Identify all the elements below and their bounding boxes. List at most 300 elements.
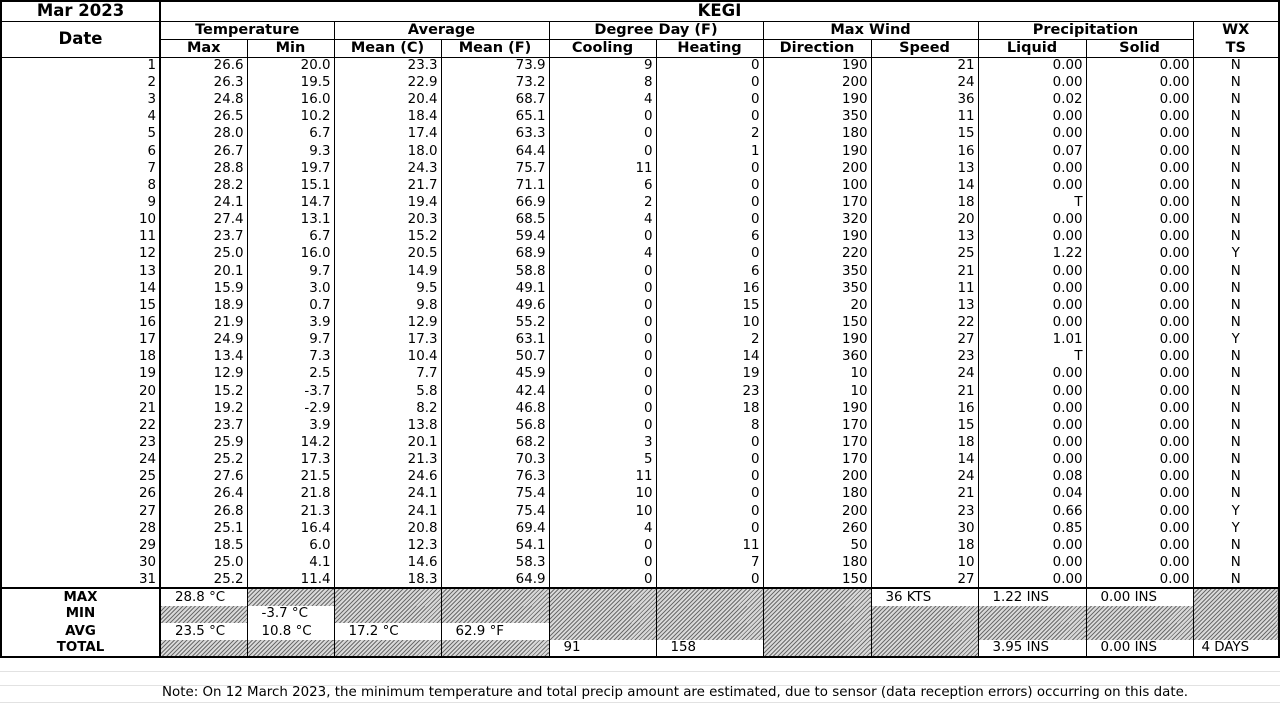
summary-total-ts-days: 4 DAYS <box>1193 640 1279 657</box>
cell-solid: 0.00 <box>1086 126 1193 143</box>
cell-wind-direction: 360 <box>763 348 871 365</box>
cell-mean-c: 18.3 <box>334 571 441 588</box>
cell-wind-direction: 180 <box>763 554 871 571</box>
cell-mean-f: 50.7 <box>441 348 549 365</box>
summary-label-total: TOTAL <box>1 640 160 657</box>
hatched-cell <box>763 623 871 640</box>
table-row <box>1 143 1279 160</box>
cell-ts: N <box>1193 434 1279 451</box>
cell-solid: 0.00 <box>1086 451 1193 468</box>
cell-solid: 0.00 <box>1086 554 1193 571</box>
summary-total-heating: 158 <box>656 640 763 657</box>
cell-heating: 0 <box>656 74 763 91</box>
cell-wind-speed: 27 <box>871 331 978 348</box>
cell-mean-f: 58.3 <box>441 554 549 571</box>
cell-mean-c: 15.2 <box>334 228 441 245</box>
cell-min-temp: 19.7 <box>247 160 334 177</box>
hatched-cell <box>656 623 763 640</box>
cell-cooling: 0 <box>549 280 656 297</box>
cell-mean-f: 42.4 <box>441 383 549 400</box>
cell-wind-direction: 350 <box>763 280 871 297</box>
cell-heating: 6 <box>656 228 763 245</box>
cell-liquid: 1.22 <box>978 246 1086 263</box>
cell-wind-direction: 180 <box>763 126 871 143</box>
date-header: Date <box>1 21 160 57</box>
cell-liquid: 0.00 <box>978 434 1086 451</box>
cell-heating: 18 <box>656 400 763 417</box>
cell-wind-direction: 100 <box>763 177 871 194</box>
cell-day: 10 <box>1 211 160 228</box>
cell-heating: 0 <box>656 486 763 503</box>
table-row <box>1 57 1279 74</box>
table-row <box>1 468 1279 485</box>
hatched-cell <box>871 640 978 657</box>
cell-wind-direction: 200 <box>763 74 871 91</box>
cell-cooling: 3 <box>549 434 656 451</box>
cell-max-temp: 27.6 <box>160 468 247 485</box>
cell-cooling: 9 <box>549 57 656 74</box>
cell-liquid: 0.00 <box>978 57 1086 74</box>
cell-mean-c: 21.7 <box>334 177 441 194</box>
cell-cooling: 4 <box>549 520 656 537</box>
cell-cooling: 0 <box>549 126 656 143</box>
cell-ts: N <box>1193 486 1279 503</box>
col-header-direction: Direction <box>763 39 871 57</box>
summary-label-avg: AVG <box>1 623 160 640</box>
cell-wind-speed: 23 <box>871 503 978 520</box>
cell-wind-speed: 24 <box>871 366 978 383</box>
table-row <box>1 177 1279 194</box>
cell-max-temp: 25.9 <box>160 434 247 451</box>
cell-min-temp: 3.9 <box>247 417 334 434</box>
cell-liquid: 0.00 <box>978 383 1086 400</box>
cell-cooling: 0 <box>549 571 656 588</box>
hatched-cell <box>441 640 549 657</box>
footnote: Note: On 12 March 2023, the minimum temperature and total precip amount are estimated, due to sensor (data reception errors) occurring on this date. <box>162 685 1189 700</box>
cell-ts: N <box>1193 451 1279 468</box>
cell-heating: 15 <box>656 297 763 314</box>
cell-mean-c: 12.9 <box>334 314 441 331</box>
cell-wind-speed: 25 <box>871 246 978 263</box>
cell-cooling: 0 <box>549 263 656 280</box>
cell-mean-c: 9.8 <box>334 297 441 314</box>
cell-min-temp: 9.3 <box>247 143 334 160</box>
cell-min-temp: 6.0 <box>247 537 334 554</box>
cell-wind-direction: 190 <box>763 228 871 245</box>
table-row <box>1 417 1279 434</box>
cell-mean-f: 59.4 <box>441 228 549 245</box>
cell-wind-speed: 21 <box>871 383 978 400</box>
table-row <box>1 503 1279 520</box>
hatched-cell <box>1086 606 1193 623</box>
cell-heating: 10 <box>656 314 763 331</box>
cell-min-temp: 20.0 <box>247 57 334 74</box>
cell-day: 2 <box>1 74 160 91</box>
cell-ts: N <box>1193 74 1279 91</box>
cell-wind-direction: 320 <box>763 211 871 228</box>
cell-max-temp: 24.8 <box>160 91 247 108</box>
cell-wind-direction: 260 <box>763 520 871 537</box>
cell-min-temp: 9.7 <box>247 263 334 280</box>
cell-liquid: 0.85 <box>978 520 1086 537</box>
cell-heating: 1 <box>656 143 763 160</box>
hatched-cell <box>160 606 247 623</box>
cell-wind-speed: 21 <box>871 486 978 503</box>
cell-solid: 0.00 <box>1086 177 1193 194</box>
cell-min-temp: 21.3 <box>247 503 334 520</box>
cell-solid: 0.00 <box>1086 434 1193 451</box>
cell-solid: 0.00 <box>1086 57 1193 74</box>
cell-max-temp: 12.9 <box>160 366 247 383</box>
cell-ts: N <box>1193 554 1279 571</box>
summary-max-liquid: 1.22 INS <box>978 588 1086 605</box>
cell-solid: 0.00 <box>1086 503 1193 520</box>
cell-liquid: 0.00 <box>978 211 1086 228</box>
cell-min-temp: 6.7 <box>247 126 334 143</box>
station-header: KEGI <box>160 1 1279 21</box>
cell-mean-c: 20.3 <box>334 211 441 228</box>
cell-ts: N <box>1193 417 1279 434</box>
cell-wind-speed: 23 <box>871 348 978 365</box>
table-row <box>1 246 1279 263</box>
cell-heating: 0 <box>656 468 763 485</box>
cell-max-temp: 28.0 <box>160 126 247 143</box>
cell-solid: 0.00 <box>1086 314 1193 331</box>
cell-min-temp: 16.0 <box>247 91 334 108</box>
cell-max-temp: 21.9 <box>160 314 247 331</box>
cell-liquid: 0.04 <box>978 486 1086 503</box>
cell-mean-f: 55.2 <box>441 314 549 331</box>
cell-solid: 0.00 <box>1086 297 1193 314</box>
table-row <box>1 280 1279 297</box>
hatched-cell <box>978 606 1086 623</box>
hatched-cell <box>160 640 247 657</box>
cell-liquid: 0.00 <box>978 314 1086 331</box>
cell-max-temp: 25.0 <box>160 554 247 571</box>
cell-wind-speed: 16 <box>871 400 978 417</box>
cell-mean-c: 24.1 <box>334 486 441 503</box>
hatched-cell <box>247 588 334 605</box>
cell-min-temp: 21.8 <box>247 486 334 503</box>
cell-mean-c: 20.4 <box>334 91 441 108</box>
cell-mean-c: 24.3 <box>334 160 441 177</box>
cell-wind-direction: 200 <box>763 503 871 520</box>
precipitation-group-header: Precipitation <box>978 21 1193 39</box>
table-row <box>1 74 1279 91</box>
cell-cooling: 5 <box>549 451 656 468</box>
cell-solid: 0.00 <box>1086 228 1193 245</box>
cell-mean-c: 23.3 <box>334 57 441 74</box>
cell-day: 16 <box>1 314 160 331</box>
cell-cooling: 4 <box>549 246 656 263</box>
cell-heating: 0 <box>656 246 763 263</box>
cell-mean-c: 18.0 <box>334 143 441 160</box>
cell-min-temp: -2.9 <box>247 400 334 417</box>
cell-heating: 23 <box>656 383 763 400</box>
hatched-cell <box>247 640 334 657</box>
cell-cooling: 0 <box>549 228 656 245</box>
cell-cooling: 0 <box>549 108 656 125</box>
month-header: Mar 2023 <box>1 1 160 21</box>
cell-solid: 0.00 <box>1086 383 1193 400</box>
cell-heating: 0 <box>656 57 763 74</box>
cell-liquid: 0.02 <box>978 91 1086 108</box>
cell-day: 11 <box>1 228 160 245</box>
cell-wind-direction: 350 <box>763 108 871 125</box>
cell-wind-speed: 11 <box>871 280 978 297</box>
cell-day: 29 <box>1 537 160 554</box>
cell-solid: 0.00 <box>1086 537 1193 554</box>
col-header-min: Min <box>247 39 334 57</box>
cell-mean-f: 45.9 <box>441 366 549 383</box>
cell-mean-c: 21.3 <box>334 451 441 468</box>
cell-ts: N <box>1193 263 1279 280</box>
sheet-gridline <box>0 702 1280 703</box>
cell-max-temp: 25.0 <box>160 246 247 263</box>
table-row <box>1 537 1279 554</box>
summary-total-liquid: 3.95 INS <box>978 640 1086 657</box>
cell-wind-direction: 150 <box>763 314 871 331</box>
cell-cooling: 0 <box>549 383 656 400</box>
cell-mean-c: 12.3 <box>334 537 441 554</box>
cell-wind-direction: 150 <box>763 571 871 588</box>
cell-max-temp: 26.5 <box>160 108 247 125</box>
wx-group-header: WX <box>1193 21 1279 39</box>
cell-mean-c: 20.5 <box>334 246 441 263</box>
hatched-cell <box>334 588 441 605</box>
cell-cooling: 4 <box>549 91 656 108</box>
cell-max-temp: 15.2 <box>160 383 247 400</box>
cell-ts: Y <box>1193 331 1279 348</box>
cell-heating: 19 <box>656 366 763 383</box>
cell-cooling: 0 <box>549 366 656 383</box>
cell-max-temp: 25.1 <box>160 520 247 537</box>
cell-mean-f: 63.1 <box>441 331 549 348</box>
cell-cooling: 11 <box>549 468 656 485</box>
cell-heating: 0 <box>656 571 763 588</box>
cell-wind-speed: 16 <box>871 143 978 160</box>
cell-solid: 0.00 <box>1086 280 1193 297</box>
col-header-cooling: Cooling <box>549 39 656 57</box>
cell-heating: 6 <box>656 263 763 280</box>
cell-ts: N <box>1193 211 1279 228</box>
cell-min-temp: 0.7 <box>247 297 334 314</box>
cell-mean-c: 10.4 <box>334 348 441 365</box>
cell-wind-direction: 190 <box>763 91 871 108</box>
cell-liquid: 0.00 <box>978 571 1086 588</box>
cell-mean-f: 64.9 <box>441 571 549 588</box>
cell-day: 31 <box>1 571 160 588</box>
cell-mean-f: 66.9 <box>441 194 549 211</box>
cell-min-temp: 16.0 <box>247 246 334 263</box>
cell-mean-f: 56.8 <box>441 417 549 434</box>
cell-mean-f: 71.1 <box>441 177 549 194</box>
cell-solid: 0.00 <box>1086 91 1193 108</box>
cell-day: 19 <box>1 366 160 383</box>
cell-min-temp: 10.2 <box>247 108 334 125</box>
cell-day: 26 <box>1 486 160 503</box>
hatched-cell <box>441 588 549 605</box>
cell-day: 27 <box>1 503 160 520</box>
cell-day: 24 <box>1 451 160 468</box>
hatched-cell <box>978 623 1086 640</box>
cell-heating: 0 <box>656 160 763 177</box>
cell-max-temp: 23.7 <box>160 228 247 245</box>
cell-day: 12 <box>1 246 160 263</box>
cell-mean-f: 54.1 <box>441 537 549 554</box>
hatched-cell <box>1193 588 1279 605</box>
table-row <box>1 486 1279 503</box>
cell-heating: 0 <box>656 194 763 211</box>
cell-ts: N <box>1193 537 1279 554</box>
cell-day: 13 <box>1 263 160 280</box>
cell-solid: 0.00 <box>1086 331 1193 348</box>
cell-heating: 11 <box>656 537 763 554</box>
cell-min-temp: 13.1 <box>247 211 334 228</box>
cell-mean-f: 70.3 <box>441 451 549 468</box>
hatched-cell <box>549 588 656 605</box>
cell-max-temp: 24.9 <box>160 331 247 348</box>
col-header-heating: Heating <box>656 39 763 57</box>
cell-heating: 0 <box>656 451 763 468</box>
cell-day: 22 <box>1 417 160 434</box>
cell-solid: 0.00 <box>1086 366 1193 383</box>
table-row <box>1 91 1279 108</box>
cell-heating: 0 <box>656 434 763 451</box>
cell-wind-direction: 170 <box>763 417 871 434</box>
cell-cooling: 4 <box>549 211 656 228</box>
cell-heating: 7 <box>656 554 763 571</box>
cell-mean-c: 8.2 <box>334 400 441 417</box>
cell-liquid: 0.00 <box>978 74 1086 91</box>
cell-mean-f: 68.9 <box>441 246 549 263</box>
cell-day: 3 <box>1 91 160 108</box>
table-row <box>1 520 1279 537</box>
cell-wind-direction: 190 <box>763 400 871 417</box>
cell-ts: N <box>1193 297 1279 314</box>
cell-cooling: 0 <box>549 554 656 571</box>
cell-ts: N <box>1193 177 1279 194</box>
table-row <box>1 571 1279 588</box>
cell-heating: 2 <box>656 126 763 143</box>
cell-mean-f: 68.5 <box>441 211 549 228</box>
cell-day: 5 <box>1 126 160 143</box>
cell-liquid: 0.00 <box>978 366 1086 383</box>
cell-mean-f: 68.7 <box>441 91 549 108</box>
cell-wind-direction: 200 <box>763 468 871 485</box>
cell-liquid: 0.00 <box>978 537 1086 554</box>
summary-total-cooling: 91 <box>549 640 656 657</box>
cell-liquid: T <box>978 194 1086 211</box>
table-row <box>1 366 1279 383</box>
cell-heating: 0 <box>656 177 763 194</box>
summary-min-temp: -3.7 °C <box>247 606 334 623</box>
cell-wind-speed: 20 <box>871 211 978 228</box>
cell-liquid: 0.00 <box>978 126 1086 143</box>
cell-max-temp: 26.8 <box>160 503 247 520</box>
cell-cooling: 10 <box>549 486 656 503</box>
cell-liquid: 0.00 <box>978 108 1086 125</box>
hatched-cell <box>441 606 549 623</box>
cell-wind-direction: 190 <box>763 331 871 348</box>
cell-liquid: 0.66 <box>978 503 1086 520</box>
cell-wind-direction: 220 <box>763 246 871 263</box>
cell-heating: 0 <box>656 211 763 228</box>
cell-wind-speed: 15 <box>871 126 978 143</box>
cell-min-temp: 14.2 <box>247 434 334 451</box>
cell-solid: 0.00 <box>1086 74 1193 91</box>
cell-mean-f: 75.7 <box>441 160 549 177</box>
hatched-cell <box>656 606 763 623</box>
table-row <box>1 297 1279 314</box>
cell-solid: 0.00 <box>1086 468 1193 485</box>
cell-liquid: 0.00 <box>978 160 1086 177</box>
cell-mean-c: 5.8 <box>334 383 441 400</box>
cell-ts: N <box>1193 280 1279 297</box>
degree-day-group-header: Degree Day (F) <box>549 21 763 39</box>
cell-solid: 0.00 <box>1086 211 1193 228</box>
cell-wind-speed: 10 <box>871 554 978 571</box>
cell-mean-f: 73.2 <box>441 74 549 91</box>
cell-max-temp: 23.7 <box>160 417 247 434</box>
cell-heating: 2 <box>656 331 763 348</box>
hatched-cell <box>549 623 656 640</box>
cell-wind-speed: 15 <box>871 417 978 434</box>
hatched-cell <box>763 640 871 657</box>
table-row <box>1 554 1279 571</box>
table-row <box>1 400 1279 417</box>
cell-wind-speed: 30 <box>871 520 978 537</box>
cell-mean-c: 13.8 <box>334 417 441 434</box>
cell-ts: N <box>1193 348 1279 365</box>
cell-day: 4 <box>1 108 160 125</box>
cell-ts: N <box>1193 194 1279 211</box>
hatched-cell <box>871 623 978 640</box>
cell-wind-direction: 180 <box>763 486 871 503</box>
cell-mean-f: 65.1 <box>441 108 549 125</box>
cell-cooling: 0 <box>549 297 656 314</box>
cell-mean-c: 17.4 <box>334 126 441 143</box>
cell-liquid: 0.00 <box>978 280 1086 297</box>
cell-wind-speed: 13 <box>871 297 978 314</box>
cell-wind-direction: 10 <box>763 366 871 383</box>
col-header-mean-f: Mean (F) <box>441 39 549 57</box>
table-row <box>1 314 1279 331</box>
cell-heating: 16 <box>656 280 763 297</box>
cell-mean-c: 14.9 <box>334 263 441 280</box>
cell-day: 14 <box>1 280 160 297</box>
average-group-header: Average <box>334 21 549 39</box>
cell-solid: 0.00 <box>1086 246 1193 263</box>
cell-day: 17 <box>1 331 160 348</box>
cell-day: 25 <box>1 468 160 485</box>
cell-ts: N <box>1193 400 1279 417</box>
summary-avg-max: 23.5 °C <box>160 623 247 640</box>
table-row <box>1 228 1279 245</box>
hatched-cell <box>549 606 656 623</box>
table-row <box>1 434 1279 451</box>
cell-ts: Y <box>1193 503 1279 520</box>
cell-cooling: 2 <box>549 194 656 211</box>
cell-wind-speed: 24 <box>871 74 978 91</box>
cell-wind-speed: 24 <box>871 468 978 485</box>
cell-ts: Y <box>1193 520 1279 537</box>
cell-ts: N <box>1193 57 1279 74</box>
cell-ts: Y <box>1193 246 1279 263</box>
cell-heating: 0 <box>656 108 763 125</box>
cell-day: 28 <box>1 520 160 537</box>
cell-min-temp: 9.7 <box>247 331 334 348</box>
